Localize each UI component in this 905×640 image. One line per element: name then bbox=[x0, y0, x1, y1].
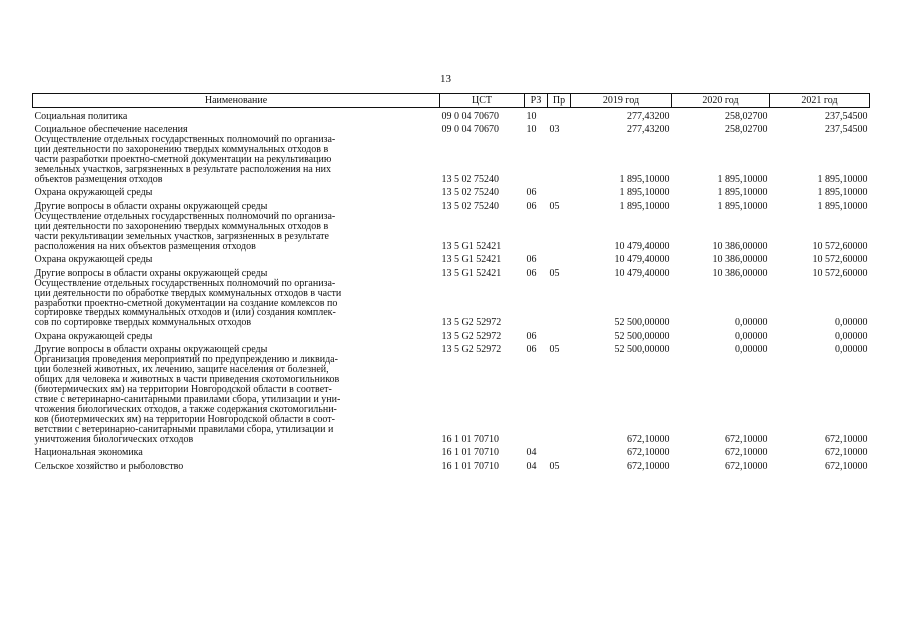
table-row bbox=[33, 122, 870, 136]
cell-rz: 06 bbox=[526, 187, 537, 199]
table-body bbox=[33, 108, 870, 472]
cell-2020: 672,10000 bbox=[725, 433, 768, 445]
name-line: ков (биотермических ям) на территории Новгородской области в соот- bbox=[34, 413, 335, 425]
cell-name bbox=[33, 279, 440, 329]
cell-name bbox=[33, 108, 440, 122]
cell-2020: 1 895,10000 bbox=[717, 173, 768, 185]
name-line: Сельское хозяйство и рыболовство bbox=[34, 460, 184, 472]
cell-pr bbox=[548, 185, 571, 199]
cell-2019: 277,43200 bbox=[627, 124, 670, 136]
cell-2020: 258,02700 bbox=[725, 110, 768, 122]
table-row bbox=[33, 458, 870, 472]
cell-2019: 52 500,00000 bbox=[614, 344, 670, 356]
name-line: ции деятельности по захоронению твердых коммунальных отходов в bbox=[34, 144, 329, 156]
cell-rz: 04 bbox=[526, 460, 537, 472]
cell-2019: 1 895,10000 bbox=[619, 200, 670, 212]
name-line: объектов размещения отходов bbox=[34, 173, 163, 185]
table-row bbox=[33, 355, 870, 444]
cell-csr: 16 1 01 70710 bbox=[441, 460, 499, 472]
name-line: Охрана окружающей среды bbox=[34, 254, 153, 266]
cell-pr bbox=[548, 135, 571, 185]
table-row bbox=[33, 328, 870, 342]
header-2019: 2019 год bbox=[571, 94, 672, 108]
cell-pr: 03 bbox=[549, 124, 560, 136]
table-row bbox=[33, 279, 870, 329]
cell-rz: 06 bbox=[526, 330, 537, 342]
header-name: Наименование bbox=[33, 94, 440, 108]
name-line: Национальная экономика bbox=[34, 447, 143, 459]
cell-2019: 1 895,10000 bbox=[619, 173, 670, 185]
cell-csr: 13 5 G1 52421 bbox=[441, 267, 502, 279]
name-line: Осуществление отдельных государственных полномочий по организа- bbox=[34, 277, 336, 289]
cell-rz bbox=[525, 279, 548, 329]
cell-2020: 0,00000 bbox=[735, 317, 768, 329]
name-line: ции болезней животных, их лечению, защите населения от болезней, bbox=[34, 364, 329, 376]
cell-name bbox=[33, 445, 440, 459]
cell-2021: 1 895,10000 bbox=[817, 187, 868, 199]
cell-pr: 05 bbox=[549, 344, 560, 356]
cell-csr: 16 1 01 70710 bbox=[441, 447, 499, 459]
cell-2020: 0,00000 bbox=[735, 344, 768, 356]
cell-csr: 13 5 02 75240 bbox=[441, 187, 499, 199]
cell-csr: 13 5 02 75240 bbox=[441, 173, 499, 185]
cell-2020: 1 895,10000 bbox=[717, 187, 768, 199]
cell-2020: 10 386,00000 bbox=[712, 267, 768, 279]
cell-rz bbox=[525, 355, 548, 444]
cell-name bbox=[33, 265, 440, 279]
cell-name bbox=[33, 252, 440, 266]
cell-name bbox=[33, 122, 440, 136]
cell-pr: 05 bbox=[549, 200, 560, 212]
cell-2019: 277,43200 bbox=[627, 110, 670, 122]
cell-2019: 52 500,00000 bbox=[614, 330, 670, 342]
name-line: Осуществление отдельных государственных полномочий по организа- bbox=[34, 210, 336, 222]
table-row bbox=[33, 108, 870, 122]
cell-pr bbox=[548, 445, 571, 459]
cell-2019: 672,10000 bbox=[627, 433, 670, 445]
cell-name bbox=[33, 185, 440, 199]
cell-csr: 13 5 G1 52421 bbox=[441, 254, 502, 266]
cell-pr bbox=[548, 355, 571, 444]
name-line: Другие вопросы в области охраны окружающей среды bbox=[34, 344, 268, 356]
name-line: земельных участков, загрязненных в результате расположения на них bbox=[34, 163, 331, 175]
cell-2021: 0,00000 bbox=[835, 330, 868, 342]
table-row bbox=[33, 252, 870, 266]
cell-csr: 09 0 04 70670 bbox=[441, 110, 499, 122]
cell-pr bbox=[548, 108, 571, 122]
cell-rz: 06 bbox=[526, 254, 537, 266]
cell-2021: 1 895,10000 bbox=[817, 200, 868, 212]
name-line: сортировке твердых коммунальных отходов и (или) создания комплек- bbox=[34, 307, 336, 319]
cell-name bbox=[33, 212, 440, 252]
cell-2020: 10 386,00000 bbox=[712, 240, 768, 252]
table-row bbox=[33, 342, 870, 356]
cell-2019: 52 500,00000 bbox=[614, 317, 670, 329]
cell-2021: 672,10000 bbox=[825, 433, 868, 445]
table-header-row bbox=[33, 94, 870, 108]
cell-csr: 13 5 G1 52421 bbox=[441, 240, 502, 252]
cell-name bbox=[33, 198, 440, 212]
cell-pr bbox=[548, 212, 571, 252]
cell-2020: 0,00000 bbox=[735, 330, 768, 342]
cell-2020: 10 386,00000 bbox=[712, 254, 768, 266]
cell-2021: 237,54500 bbox=[825, 110, 868, 122]
name-line: части рекультивации земельных участков, загрязненных в результате bbox=[34, 230, 329, 242]
table-row bbox=[33, 265, 870, 279]
cell-rz: 06 bbox=[526, 344, 537, 356]
cell-name bbox=[33, 135, 440, 185]
cell-2021: 0,00000 bbox=[835, 344, 868, 356]
name-line: Другие вопросы в области охраны окружающей среды bbox=[34, 200, 268, 212]
cell-rz bbox=[525, 212, 548, 252]
budget-table bbox=[32, 93, 870, 472]
cell-csr: 16 1 01 70710 bbox=[441, 433, 499, 445]
cell-2020: 1 895,10000 bbox=[717, 200, 768, 212]
name-line: уничтожения биологических отходов bbox=[34, 433, 194, 445]
name-line: ции деятельности по захоронению твердых коммунальных отходов в bbox=[34, 220, 329, 232]
cell-name bbox=[33, 328, 440, 342]
name-line: Организация проведения мероприятий по предупреждению и ликвида- bbox=[34, 354, 338, 366]
cell-rz: 06 bbox=[526, 267, 537, 279]
cell-2021: 10 572,60000 bbox=[812, 240, 868, 252]
cell-rz: 10 bbox=[526, 124, 537, 136]
table-row bbox=[33, 212, 870, 252]
name-line: разработки проектно-сметной документации на создание комлексов по bbox=[34, 297, 338, 309]
cell-csr: 13 5 02 75240 bbox=[441, 200, 499, 212]
cell-name bbox=[33, 355, 440, 444]
cell-2021: 10 572,60000 bbox=[812, 267, 868, 279]
cell-csr: 09 0 04 70670 bbox=[441, 124, 499, 136]
name-line: Социальная политика bbox=[34, 110, 128, 122]
name-line: Осуществление отдельных государственных полномочий по организа- bbox=[34, 134, 336, 146]
cell-2021: 672,10000 bbox=[825, 447, 868, 459]
cell-csr: 13 5 G2 52972 bbox=[441, 344, 502, 356]
name-line: части разработки проектно-сметной документации на рекультивацию bbox=[34, 154, 332, 165]
header-pr: Пр bbox=[548, 94, 571, 108]
name-line: ствие с ветеринарно-санитарными правилами сбора, утилизации и уни- bbox=[34, 394, 341, 406]
cell-pr: 05 bbox=[549, 267, 560, 279]
cell-2019: 1 895,10000 bbox=[619, 187, 670, 199]
cell-name bbox=[33, 458, 440, 472]
cell-2021: 672,10000 bbox=[825, 460, 868, 472]
cell-2019: 672,10000 bbox=[627, 447, 670, 459]
table-row bbox=[33, 135, 870, 185]
cell-2020: 258,02700 bbox=[725, 124, 768, 136]
cell-csr: 13 5 G2 52972 bbox=[441, 317, 502, 329]
name-line: сов по сортировке твердых коммунальных отходов bbox=[34, 317, 252, 329]
header-2021: 2021 год bbox=[770, 94, 870, 108]
cell-csr: 13 5 G2 52972 bbox=[441, 330, 502, 342]
page-number: 13 bbox=[440, 73, 451, 85]
table-row bbox=[33, 198, 870, 212]
name-line: Другие вопросы в области охраны окружающей среды bbox=[34, 267, 268, 279]
cell-pr bbox=[548, 328, 571, 342]
cell-pr: 05 bbox=[549, 460, 560, 472]
cell-2019: 10 479,40000 bbox=[614, 240, 670, 252]
cell-2020: 672,10000 bbox=[725, 460, 768, 472]
name-line: Охрана окружающей среды bbox=[34, 187, 153, 199]
cell-2019: 10 479,40000 bbox=[614, 267, 670, 279]
name-line: Охрана окружающей среды bbox=[34, 330, 153, 342]
cell-pr bbox=[548, 252, 571, 266]
table-row bbox=[33, 445, 870, 459]
cell-rz bbox=[525, 135, 548, 185]
cell-2021: 1 895,10000 bbox=[817, 173, 868, 185]
cell-2019: 10 479,40000 bbox=[614, 254, 670, 266]
name-line: чтожения биологических отходов, а также содержания скотомогильни- bbox=[34, 403, 337, 415]
name-line: ции деятельности по обработке твердых коммунальных отходов в части bbox=[34, 287, 342, 299]
cell-2021: 0,00000 bbox=[835, 317, 868, 329]
cell-rz: 10 bbox=[526, 110, 537, 122]
header-rz: РЗ bbox=[525, 94, 548, 108]
scan-edge bbox=[0, 628, 905, 640]
name-line: Социальное обеспечение населения bbox=[34, 124, 188, 136]
cell-2021: 10 572,60000 bbox=[812, 254, 868, 266]
name-line: общих для человека и животных в части приведения скотомогильников bbox=[34, 374, 340, 386]
cell-pr bbox=[548, 279, 571, 329]
name-line: расположения на них объектов размещения отходов bbox=[34, 240, 256, 252]
name-line: (биотермических ям) на территории Новгородской области в соответ- bbox=[34, 384, 332, 396]
cell-2021: 237,54500 bbox=[825, 124, 868, 136]
cell-name bbox=[33, 342, 440, 356]
cell-2019: 672,10000 bbox=[627, 460, 670, 472]
name-line: ветствии с ветеринарно-санитарными правилами сбора, утилизации и bbox=[34, 423, 334, 435]
cell-rz: 04 bbox=[526, 447, 537, 459]
table-row bbox=[33, 185, 870, 199]
header-2020: 2020 год bbox=[672, 94, 770, 108]
header-csr: ЦСТ bbox=[440, 94, 525, 108]
cell-rz: 06 bbox=[526, 200, 537, 212]
cell-2020: 672,10000 bbox=[725, 447, 768, 459]
